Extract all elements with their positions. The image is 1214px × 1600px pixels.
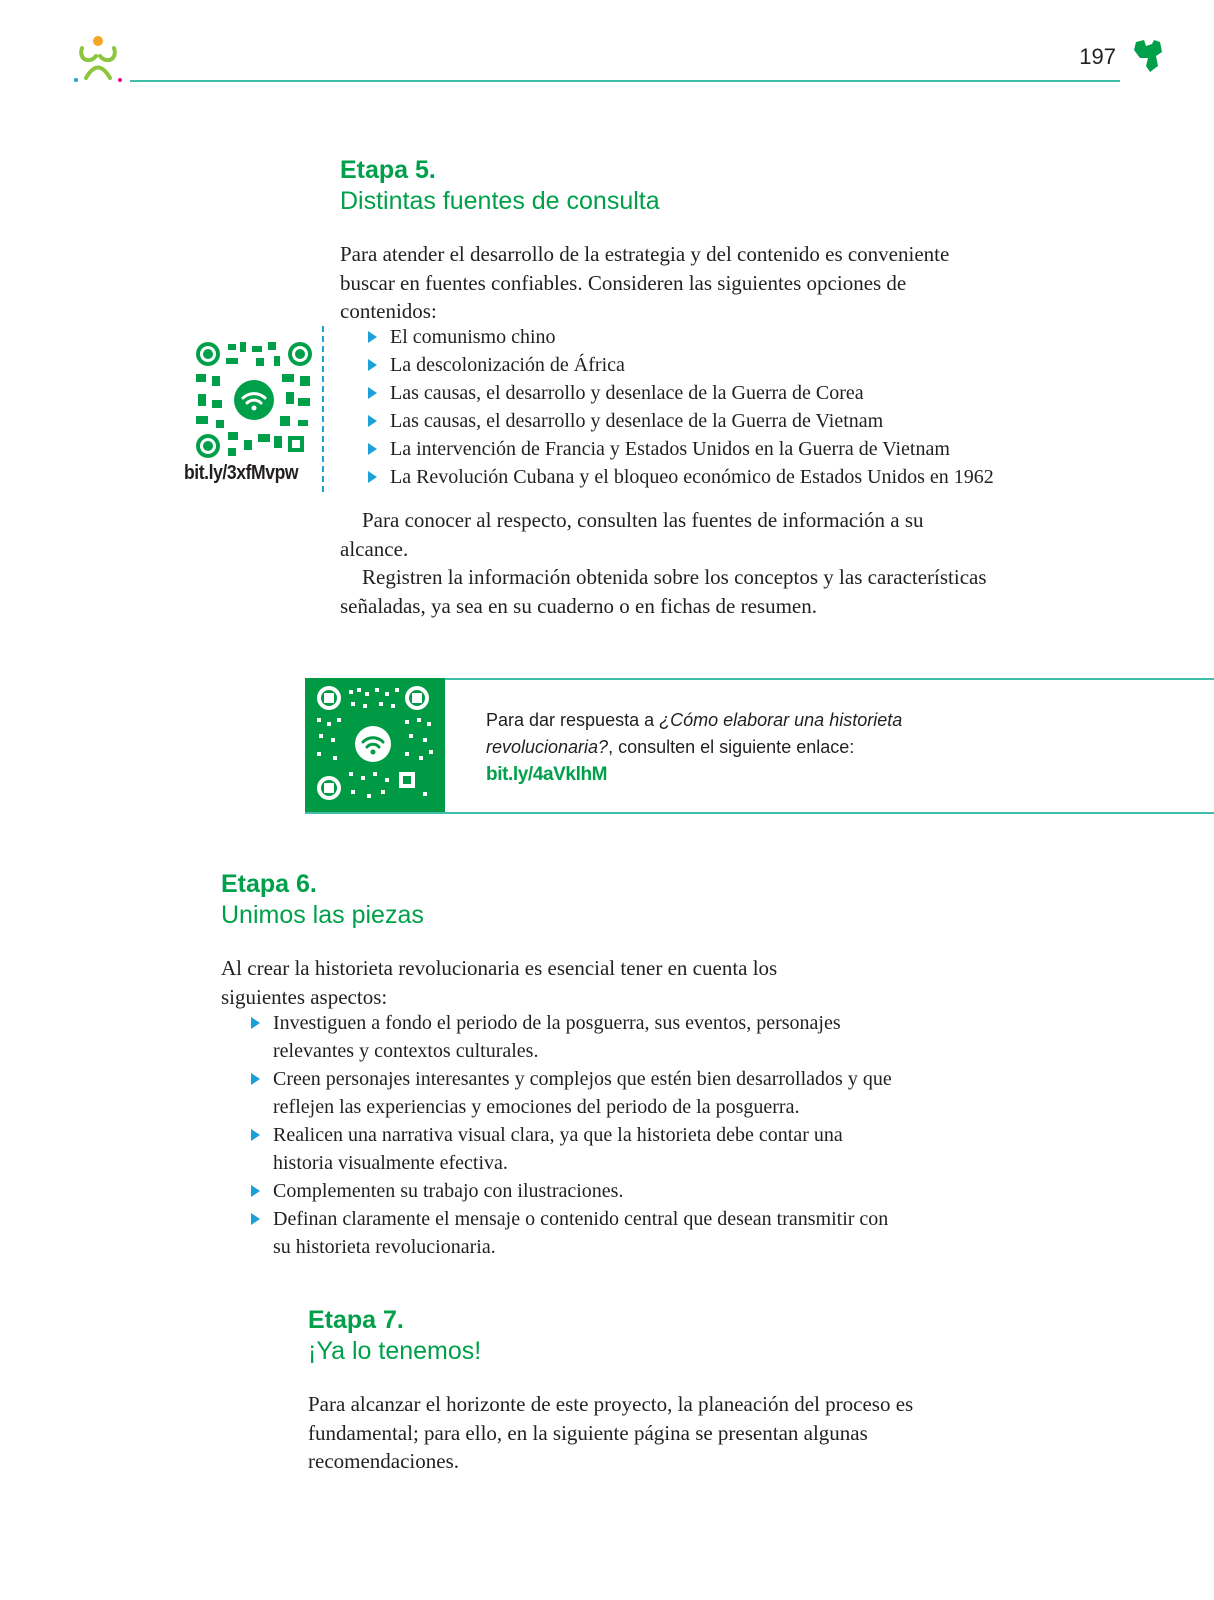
bullet-arrow-icon <box>251 1017 260 1029</box>
bullet-arrow-icon <box>368 331 377 343</box>
qr-code-icon[interactable] <box>194 340 314 460</box>
etapa7-paragraph: Para alcanzar el horizonte de este proyecto, la planeación del proceso es fundamental; para ello, en la siguiente página se presentan algunas recomendaciones. <box>308 1392 914 1473</box>
header-rule <box>130 80 1120 82</box>
bullet-arrow-icon <box>251 1129 260 1141</box>
link-box-qr-panel <box>305 678 445 814</box>
etapa6-title: Unimos las piezas <box>221 901 424 929</box>
bullet-arrow-icon <box>368 359 377 371</box>
series-logo-icon <box>72 34 124 86</box>
link-box-bottom-rule <box>305 812 1214 814</box>
bullet-arrow-icon <box>368 415 377 427</box>
page-number: 197 <box>1079 44 1116 69</box>
link-box-text: Para dar respuesta a ¿Cómo elaborar una historieta revolucionaria?, consulten el siguiente enlace: bit.ly/4aVklhM <box>486 710 903 785</box>
etapa6-intro: Al crear la historieta revolucionaria es esencial tener en cuenta los siguientes aspectos: <box>221 956 778 1009</box>
list-item: Las causas, el desarrollo y desenlace de la Guerra de Corea <box>390 379 1030 407</box>
qr-code-icon[interactable] <box>305 678 445 814</box>
link-box <box>305 678 1214 814</box>
list-item: Complementen su trabajo con ilustraciones. <box>273 1177 893 1205</box>
list-item: La intervención de Francia y Estados Unidos en la Guerra de Vietnam <box>390 435 1030 463</box>
etapa6-heading <box>221 870 921 930</box>
list-item: La Revolución Cubana y el bloqueo económico de Estados Unidos en 1962 <box>390 463 1030 491</box>
list-item: La descolonización de África <box>390 351 1030 379</box>
etapa6-aspect-list <box>273 1009 893 1261</box>
bullet-arrow-icon <box>251 1213 260 1225</box>
etapa6-number: Etapa 6. <box>221 870 317 898</box>
link-box-url[interactable]: bit.ly/4aVklhM <box>486 764 608 785</box>
etapa5-heading <box>340 156 1040 216</box>
list-item: Creen personajes interesantes y complejos que estén bien desarrollados y que reflejen las experiencias y emociones del periodo de la posguerra. <box>273 1065 893 1121</box>
bullet-arrow-icon <box>368 471 377 483</box>
etapa5-paragraph-2: Registren la información obtenida sobre los conceptos y las características señaladas, ya sea en su cuaderno o en fichas de resumen. <box>340 565 987 618</box>
link-box-question: ¿Cómo elaborar una historieta revolucionaria? <box>486 710 903 757</box>
list-item: Las causas, el desarrollo y desenlace de la Guerra de Vietnam <box>390 407 1030 435</box>
etapa5-topic-list <box>390 323 1030 491</box>
list-item: Investiguen a fondo el periodo de la posguerra, sus eventos, personajes relevantes y contextos culturales. <box>273 1009 893 1065</box>
etapa5-title: Distintas fuentes de consulta <box>340 187 660 215</box>
bullet-arrow-icon <box>368 443 377 455</box>
etapa7-heading <box>308 1306 1008 1366</box>
etapa7-number: Etapa 7. <box>308 1306 404 1334</box>
bullet-arrow-icon <box>251 1073 260 1085</box>
chapter-tab-icon <box>1132 38 1164 74</box>
etapa5-number: Etapa 5. <box>340 156 436 184</box>
qr-link-label[interactable]: bit.ly/3xfMvpw <box>184 462 299 484</box>
etapa5-intro: Para atender el desarrollo de la estrategia y del contenido es conveniente buscar en fuentes confiables. Consideren las siguientes opciones de contenidos: <box>340 242 950 323</box>
bullet-arrow-icon <box>368 387 377 399</box>
etapa7-title: ¡Ya lo tenemos! <box>308 1337 482 1365</box>
list-item: Realicen una narrativa visual clara, ya que la historieta debe contar una historia visualmente efectiva. <box>273 1121 893 1177</box>
list-item: El comunismo chino <box>390 323 1030 351</box>
bullet-arrow-icon <box>251 1185 260 1197</box>
list-item: Definan claramente el mensaje o contenido central que desean transmitir con su historieta revolucionaria. <box>273 1205 893 1261</box>
etapa5-paragraph-1: Para conocer al respecto, consulten las fuentes de información a su alcance. <box>340 508 924 561</box>
dashed-divider <box>322 326 324 492</box>
